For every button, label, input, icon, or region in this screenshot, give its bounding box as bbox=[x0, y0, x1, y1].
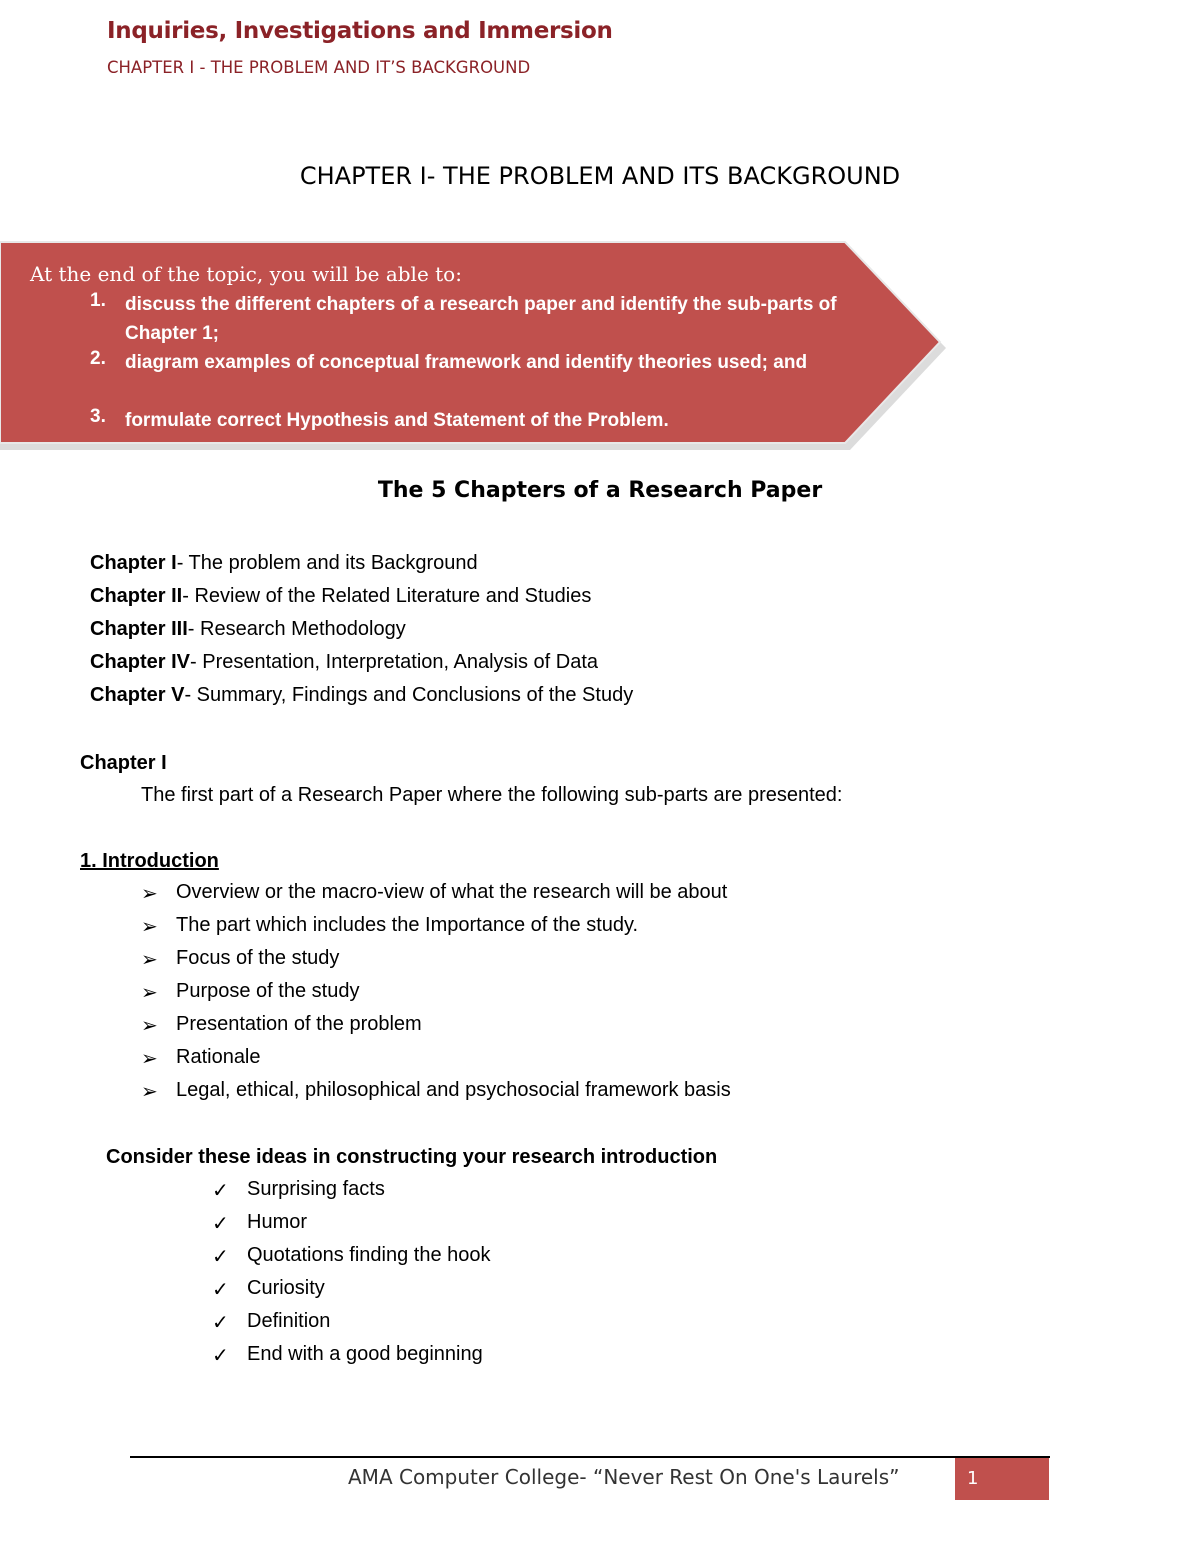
chapters-section-title: The 5 Chapters of a Research Paper bbox=[377, 478, 823, 503]
objective-number: 1. bbox=[90, 290, 106, 311]
checkmark-icon: ✓ bbox=[212, 1279, 229, 1301]
chapter-label: Chapter I bbox=[90, 552, 177, 574]
chapter-label: Chapter IV bbox=[90, 651, 191, 673]
page-title: CHAPTER I- THE PROBLEM AND ITS BACKGROUND bbox=[299, 162, 901, 190]
footer-divider bbox=[130, 1456, 1050, 1458]
list-item-text: End with a good beginning bbox=[247, 1343, 483, 1365]
checkmark-icon: ✓ bbox=[212, 1246, 229, 1268]
list-item-text: Legal, ethical, philosophical and psychosocial framework basis bbox=[176, 1079, 731, 1101]
list-item-text: Overview or the macro-view of what the research will be about bbox=[176, 881, 728, 903]
document-header-title: Inquiries, Investigations and Immersion bbox=[107, 18, 613, 44]
chapter-list bbox=[90, 552, 633, 717]
arrow-bullet-icon: ➢ bbox=[141, 982, 158, 1004]
arrow-bullet-icon: ➢ bbox=[141, 1015, 158, 1037]
page-number-badge bbox=[955, 1458, 1049, 1500]
list-item-text: Surprising facts bbox=[247, 1178, 385, 1200]
arrow-bullet-icon: ➢ bbox=[141, 949, 158, 971]
chapter-description: - Review of the Related Literature and Studies bbox=[182, 585, 592, 607]
objective-number: 3. bbox=[90, 406, 106, 427]
chapter1-heading: Chapter I bbox=[80, 752, 167, 774]
objectives-intro: At the end of the topic, you will be able to: bbox=[30, 262, 462, 286]
chapter-description: - Research Methodology bbox=[187, 618, 406, 640]
list-item-text: Focus of the study bbox=[176, 947, 340, 969]
list-item-text: Definition bbox=[247, 1310, 331, 1332]
list-item-text: Curiosity bbox=[247, 1277, 325, 1299]
list-item-text: Purpose of the study bbox=[176, 980, 360, 1002]
chapter1-description: The first part of a Research Paper where the following sub-parts are presented: bbox=[141, 784, 843, 806]
objective-number: 2. bbox=[90, 348, 106, 369]
chapter-list-item bbox=[90, 552, 633, 585]
arrow-bullet-icon: ➢ bbox=[141, 1081, 158, 1103]
objective-text: discuss the different chapters of a research paper and identify the sub-parts of Chapter 1; bbox=[125, 294, 837, 344]
chapter-list-item bbox=[90, 618, 633, 651]
introduction-heading: 1. Introduction bbox=[80, 850, 219, 872]
chapter-description: - The problem and its Background bbox=[176, 552, 478, 574]
list-item-text: Rationale bbox=[176, 1046, 261, 1068]
arrow-bullet-icon: ➢ bbox=[141, 916, 158, 938]
list-item-text: Quotations finding the hook bbox=[247, 1244, 491, 1266]
chapter-description: - Summary, Findings and Conclusions of the Study bbox=[184, 684, 634, 706]
chapter-label: Chapter III bbox=[90, 618, 188, 640]
consider-heading: Consider these ideas in constructing your research introduction bbox=[106, 1146, 718, 1168]
chapter-description: - Presentation, Interpretation, Analysis of Data bbox=[190, 651, 599, 673]
arrow-bullet-icon: ➢ bbox=[141, 1048, 158, 1070]
document-header-subtitle: CHAPTER I - THE PROBLEM AND IT’S BACKGROUND bbox=[107, 58, 531, 77]
chapter-list-item bbox=[90, 684, 633, 717]
checkmark-icon: ✓ bbox=[212, 1312, 229, 1334]
objective-text: diagram examples of conceptual framework and identify theories used; and bbox=[125, 352, 808, 373]
chapter-label: Chapter V bbox=[90, 684, 185, 706]
checkmark-icon: ✓ bbox=[212, 1213, 229, 1235]
list-item-text: The part which includes the Importance of the study. bbox=[176, 914, 639, 936]
chapter-list-item bbox=[90, 651, 633, 684]
chapter-list-item bbox=[90, 585, 633, 618]
chapter-label: Chapter II bbox=[90, 585, 183, 607]
list-item-text: Presentation of the problem bbox=[176, 1013, 422, 1035]
footer-text: AMA Computer College- “Never Rest On One's Laurels” bbox=[348, 1465, 900, 1489]
page-number: 1 bbox=[967, 1468, 979, 1489]
checkmark-icon: ✓ bbox=[212, 1180, 229, 1202]
objective-text: formulate correct Hypothesis and Statement of the Problem. bbox=[125, 410, 669, 431]
list-item-text: Humor bbox=[247, 1211, 308, 1233]
checkmark-icon: ✓ bbox=[212, 1345, 229, 1367]
arrow-bullet-icon: ➢ bbox=[141, 883, 158, 905]
